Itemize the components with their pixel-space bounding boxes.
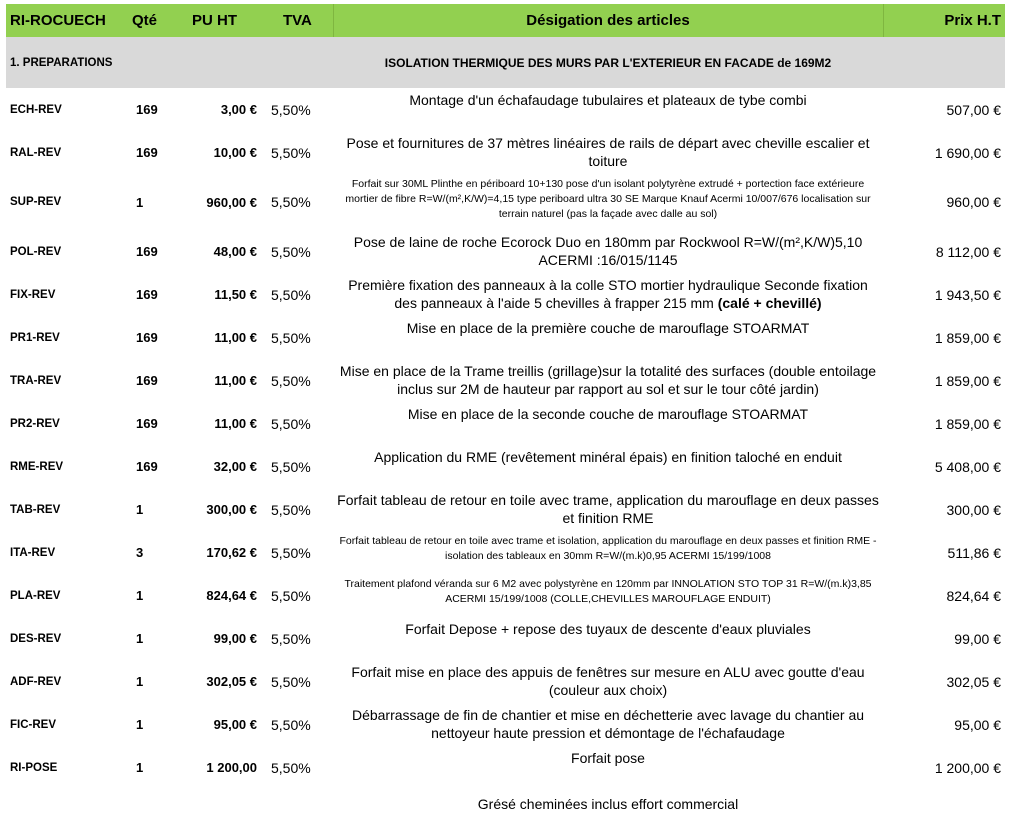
table-row [6, 660, 1005, 703]
row-unit-price: 10,00 € [213, 145, 257, 160]
row-description: Traitement plafond véranda sur 6 M2 avec polystyrène en 120mm par INNOLATION STO TOP 31 R=W/(m.k)3,85 ACERMI 15/199/1008 (COLLE,CHEVILLES MAROUFLAGE ENDUIT) [344, 578, 872, 605]
row-tva: 5,50% [271, 194, 311, 210]
row-price: 1 859,00 € [934, 372, 1001, 389]
row-tva: 5,50% [271, 544, 311, 561]
row-unit-price: 824,64 € [206, 588, 257, 603]
table-row [6, 488, 1005, 531]
section-title: ISOLATION THERMIQUE DES MURS PAR L'EXTERIEUR EN FACADE de 169M2 [384, 55, 832, 70]
row-description: Mise en place de la première couche de marouflage STOARMAT [406, 320, 810, 336]
section-empty-cell [883, 37, 1005, 88]
row-tva: 5,50% [271, 458, 311, 475]
row-unit-price: 170,62 € [206, 545, 257, 560]
table-row [6, 88, 1005, 131]
table-row [6, 574, 1005, 617]
table-row [6, 131, 1005, 174]
row-price: 1 200,00 € [934, 759, 1001, 776]
row-code: DES-REV [10, 632, 62, 645]
row-tva: 5,50% [271, 673, 311, 690]
quote-table [6, 4, 1005, 819]
row-description [333, 273, 883, 316]
row-code: PR1-REV [10, 331, 60, 344]
row-price: 5 408,00 € [934, 458, 1001, 475]
table-row [6, 746, 1005, 789]
row-unit-price: 302,05 € [206, 674, 257, 689]
header-tva: TVA [283, 12, 312, 29]
table-row [6, 316, 1005, 359]
row-code: TAB-REV [10, 503, 61, 516]
row-code: RAL-REV [10, 146, 62, 159]
row-unit-price: 48,00 € [213, 244, 257, 259]
row-tva: 5,50% [271, 501, 311, 518]
row-unit-price: 11,50 € [214, 287, 257, 302]
row-description: Forfait tableau de retour en toile avec trame et isolation, application du marouflage en deux passes et finition RME - isolation des tableaux en 30mm R=W/(m.k)0,95 ACERMI 15/199/1008 [339, 535, 877, 562]
row-tva: 5,50% [271, 372, 311, 389]
row-code: SUP-REV [10, 196, 62, 208]
header-price: Prix H.T [944, 12, 1001, 29]
row-unit-price: 99,00 € [213, 631, 257, 646]
row-qty: 1 [136, 631, 144, 646]
row-description: Forfait tableau de retour en toile avec trame, application du marouflage en deux passes et finition RME [337, 492, 879, 526]
row-price: 960,00 € [946, 194, 1001, 210]
row-qty: 1 [136, 717, 144, 732]
header-unit-price: PU HT [192, 12, 237, 29]
row-unit-price: 300,00 € [206, 502, 257, 517]
table-row [6, 402, 1005, 445]
row-unit-price: 11,00 € [214, 416, 257, 431]
table-header-row [6, 4, 1005, 37]
row-code: ADF-REV [10, 675, 62, 688]
row-description: Débarrassage de fin de chantier et mise en déchetterie avec lavage du chantier au nettoyeur haute pression et démontage de l'échafaudage [351, 707, 865, 741]
row-price: 1 859,00 € [934, 415, 1001, 432]
row-code: ITA-REV [10, 546, 56, 559]
row-qty: 169 [136, 459, 158, 474]
table-row [6, 273, 1005, 316]
row-price: 511,86 € [947, 544, 1001, 561]
footer-empty-cell [6, 789, 333, 819]
row-description: Pose et fournitures de 37 mètres linéaires de rails de départ avec cheville escalier et toiture [346, 135, 870, 169]
row-description: Forfait Depose + repose des tuyaux de descente d'eaux pluviales [405, 621, 811, 637]
section-label: 1. PREPARATIONS [10, 56, 113, 69]
row-price: 507,00 € [946, 101, 1001, 118]
row-tva: 5,50% [271, 587, 311, 604]
row-description: Forfait sur 30ML Plinthe en périboard 10+130 pose d'un isolant polytyrène extrudé + portection face extérieure mortier de fibre R=W/(m²,K/W)=4,15 type periboard ultra 30 SE Marque Knauf Acermi 10/007/676 localisation sur terrain naturel (pas la façade avec dalle au sol) [345, 178, 871, 220]
row-code: FIC-REV [10, 718, 56, 731]
row-qty: 169 [136, 287, 158, 302]
row-tva: 5,50% [271, 144, 311, 161]
row-code: RI-POSE [10, 761, 58, 774]
row-tva: 5,50% [271, 716, 311, 733]
row-unit-price: 11,00 € [214, 373, 257, 388]
table-row [6, 531, 1005, 574]
row-qty: 169 [136, 416, 158, 431]
row-price: 1 690,00 € [934, 144, 1001, 161]
table-row [6, 359, 1005, 402]
row-code: TRA-REV [10, 374, 62, 387]
table-row [6, 445, 1005, 488]
row-code: ECH-REV [10, 103, 62, 116]
table-row [6, 617, 1005, 660]
row-qty: 1 [136, 674, 144, 689]
footer-empty-price [883, 789, 1005, 819]
row-tva: 5,50% [271, 243, 311, 260]
header-description: Désigation des articles [333, 4, 883, 37]
row-code: FIX-REV [10, 288, 56, 301]
row-qty: 1 [136, 502, 144, 517]
section-row [6, 37, 1005, 88]
row-description: Montage d'un échafaudage tubulaires et plateaux de tybe combi [409, 92, 807, 108]
row-unit-price: 95,00 € [213, 717, 257, 732]
row-description-bold: (calé + chevillé) [717, 295, 822, 311]
row-code: PLA-REV [10, 589, 61, 602]
row-qty: 169 [136, 145, 158, 160]
row-qty: 169 [136, 102, 158, 117]
row-description: Mise en place de la seconde couche de marouflage STOARMAT [407, 406, 809, 422]
row-price: 95,00 € [954, 716, 1001, 733]
row-qty: 1 [136, 588, 144, 603]
row-tva: 5,50% [271, 630, 311, 647]
table-row [6, 230, 1005, 273]
footer-row [6, 789, 1005, 819]
row-tva: 5,50% [271, 286, 311, 303]
row-price: 300,00 € [946, 501, 1001, 518]
row-qty: 1 [136, 760, 144, 775]
row-description: Pose de laine de roche Ecorock Duo en 180mm par Rockwool R=W/(m²,K/W)5,10 ACERMI :16/015/1145 [353, 234, 863, 268]
row-price: 8 112,00 € [935, 243, 1001, 260]
row-price: 1 859,00 € [934, 329, 1001, 346]
row-unit-price: 32,00 € [213, 459, 257, 474]
row-qty: 3 [136, 545, 144, 560]
row-description: Forfait pose [571, 750, 645, 766]
row-price: 824,64 € [946, 587, 1001, 604]
row-qty: 169 [136, 330, 158, 345]
row-price: 99,00 € [954, 630, 1001, 647]
row-unit-price: 3,00 € [220, 102, 257, 117]
header-qty: Qté [132, 12, 158, 29]
row-qty: 169 [136, 373, 158, 388]
row-code: PR2-REV [10, 417, 60, 430]
row-qty: 1 [136, 194, 144, 210]
row-price: 1 943,50 € [934, 286, 1001, 303]
row-description-text: Première fixation des panneaux à la colle STO mortier hydraulique Seconde fixation des panneaux à l'aide 5 chevilles à frapper 215 mm [348, 277, 868, 311]
row-tva: 5,50% [271, 415, 311, 432]
row-price: 302,05 € [946, 673, 1001, 690]
table-row [6, 703, 1005, 746]
row-unit-price: 11,00 € [214, 330, 257, 345]
row-description: Application du RME (revêtement minéral épais) en finition taloché en enduit [374, 449, 842, 465]
row-description: Forfait mise en place des appuis de fenêtres sur mesure en ALU avec goutte d'eau (couleur aux choix) [351, 664, 865, 698]
row-tva: 5,50% [271, 329, 311, 346]
row-code: POL-REV [10, 245, 62, 258]
footer-note: Grésé cheminées inclus effort commercial [477, 796, 739, 812]
row-code: RME-REV [10, 460, 64, 473]
table-row [6, 174, 1005, 230]
row-tva: 5,50% [271, 759, 311, 776]
row-unit-price: 960,00 € [206, 194, 257, 210]
row-unit-price: 1 200,00 [206, 760, 257, 775]
row-qty: 169 [136, 244, 158, 259]
header-code: RI-ROCUECH [10, 12, 106, 29]
row-tva: 5,50% [271, 101, 311, 118]
row-description: Mise en place de la Trame treillis (grillage)sur la totalité des surfaces (double entoilage inclus sur 2M de hauteur par rapport au sol et sur le tour côté jardin) [339, 363, 877, 397]
